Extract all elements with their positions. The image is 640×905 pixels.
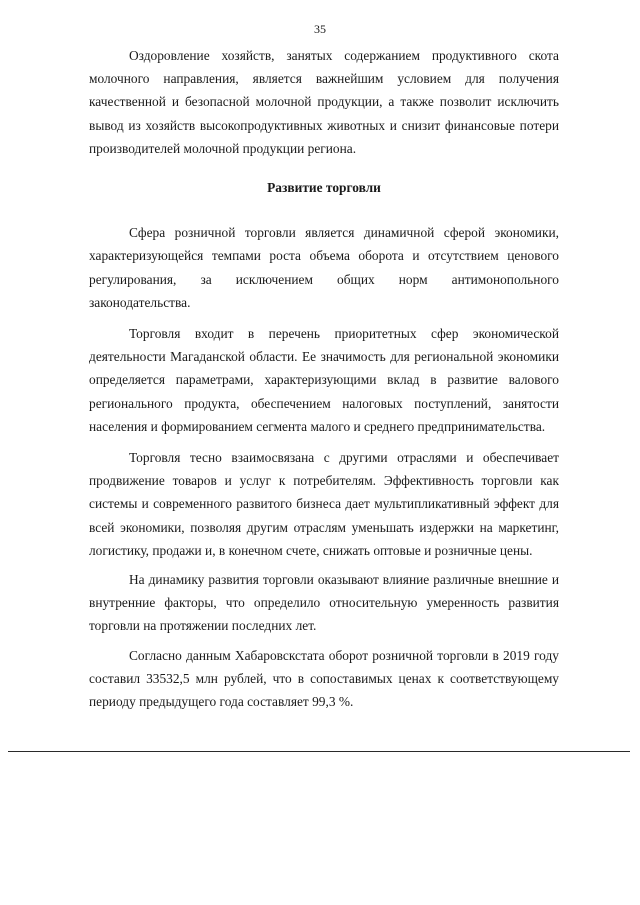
- paragraph-trade-factors: На динамику развития торговли оказывают влияние различные внешние и внутренние факторы, что определило относительную умеренность развития торговли на протяжении последних лет.: [89, 572, 559, 634]
- document-body: [89, 44, 559, 713]
- page-number: 35: [314, 22, 326, 36]
- paragraph-retail-sphere: Сфера розничной торговли является динамичной сферой экономики, характеризующейся темпами роста объема оборота и отсутствием ценового регулирования, за исключением общих норм антимонопольного законодательства.: [89, 225, 559, 310]
- paragraph-dairy-herd-health: Оздоровление хозяйств, занятых содержанием продуктивного скота молочного направления, является важнейшим условием для получения качественной и безопасной молочной продукции, а также позволит исключить вывод из хозяйств высокопродуктивных животных и снизит финансовые потери производителей молочной продукции региона.: [89, 48, 559, 156]
- paragraph-retail-turnover: Согласно данным Хабаровскстата оборот розничной торговли в 2019 году составил 33532,5 млн рублей, что в сопоставимых ценах к соответствующему периоду предыдущего года составляет 99,3 %.: [89, 647, 559, 710]
- footer-divider: [8, 751, 630, 752]
- section-heading: Развитие торговли: [267, 180, 381, 196]
- paragraph-trade-efficiency: Торговля тесно взаимосвязана с другими отраслями и обеспечивает продвижение товаров и услуг к потребителям. Эффективность торговли как системы и современного развитого бизнеса дает мультипликативный эффект для всей экономики, позволяя другим отраслям уменьшать издержки на маркетинг, логистику, продажи и, в конечном счете, снижать оптовые и розничные цены.: [89, 450, 559, 558]
- paragraph-trade-priority: Торговля входит в перечень приоритетных сфер экономической деятельности Магаданской области. Ее значимость для региональной экономики определяется параметрами, характеризующими вклад в развитие валового регионального продукта, обеспечением налоговых поступлений, занятости населения и формированием сегмента малого и среднего предпринимательства.: [89, 326, 559, 434]
